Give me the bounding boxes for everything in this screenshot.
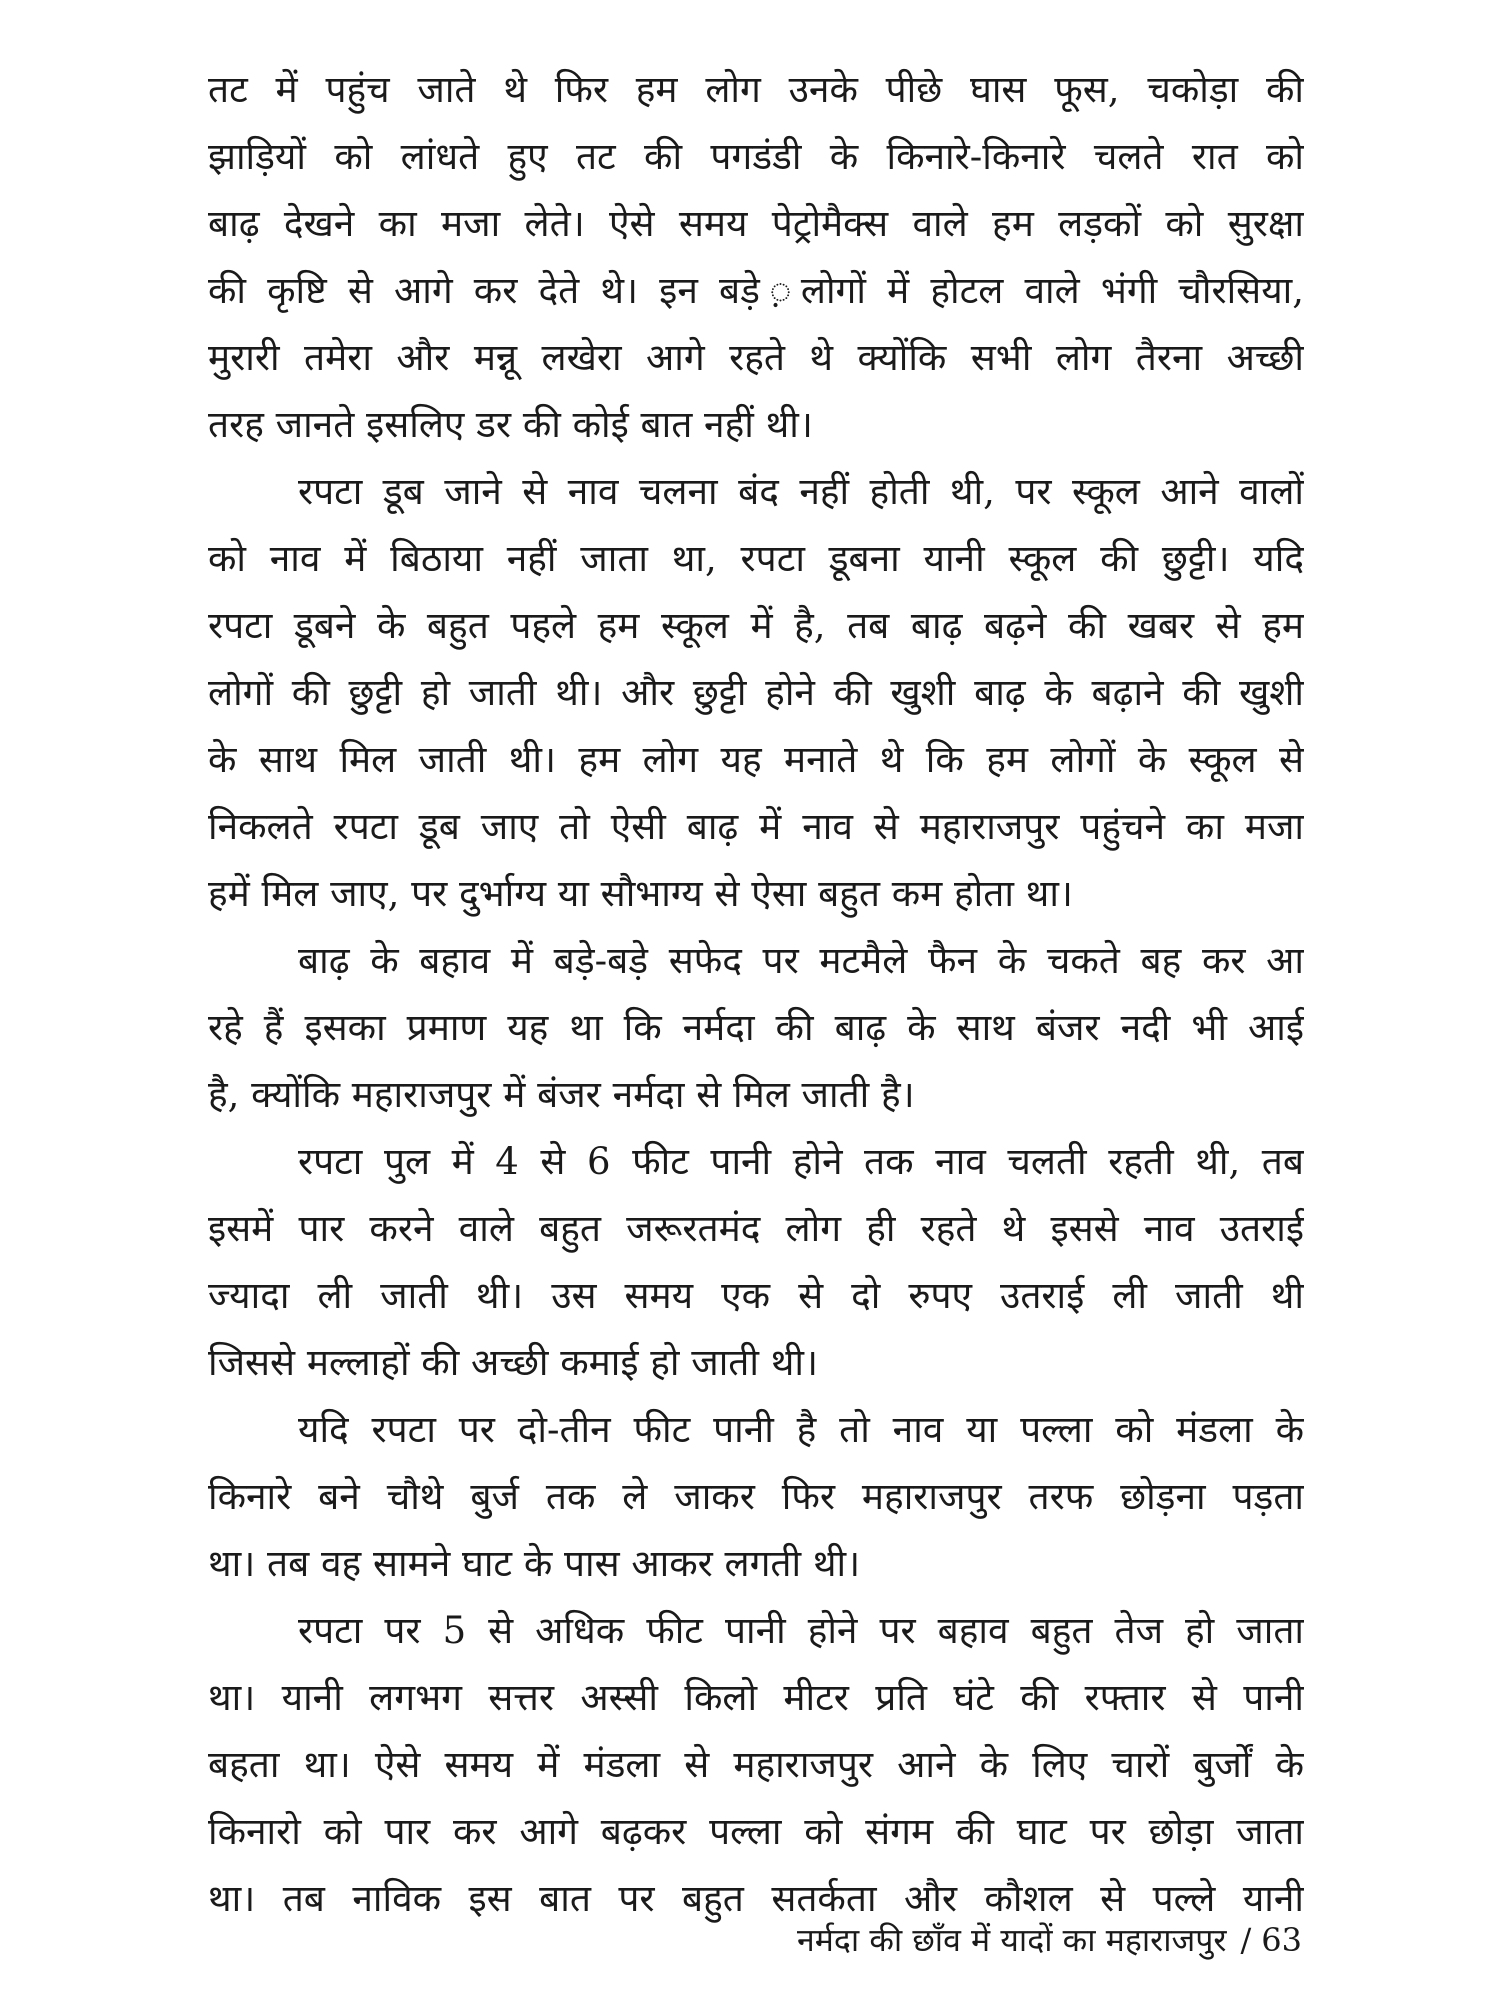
text-line: झाड़ियों को लांधते हुए तट की पगडंडी के किनारे-किनारे चलते रात को	[208, 135, 1304, 178]
text-line: है, क्योंकि महाराजपुर में बंजर नर्मदा से मिल जाती है।	[208, 1073, 915, 1116]
text-line: था। तब वह सामने घाट के पास आकर लगती थी।	[208, 1542, 861, 1585]
paragraph	[208, 1128, 1304, 1396]
text-line: को नाव में बिठाया नहीं जाता था, रपटा डूबना यानी स्कूल की छुट्टी। यदि	[208, 537, 1304, 580]
paragraph	[208, 56, 1304, 458]
footer-separator: /	[1240, 1921, 1252, 1959]
text-line: निकलते रपटा डूब जाए तो ऐसी बाढ़ में नाव से महाराजपुर पहुंचने का मजा	[208, 805, 1304, 848]
text-line: था। तब नाविक इस बात पर बहुत सतर्कता और कौशल से पल्ले यानी	[208, 1877, 1304, 1920]
text-line: लोगों की छुट्टी हो जाती थी। और छुट्टी होने की खुशी बाढ़ के बढ़ाने की खुशी	[208, 671, 1304, 714]
running-footer	[797, 1918, 1302, 1961]
text-line: हमें मिल जाए, पर दुर्भाग्य या सौभाग्य से ऐसा बहुत कम होता था।	[208, 872, 1073, 915]
book-title: नर्मदा की छाँव में यादों का महाराजपुर	[796, 1921, 1227, 1959]
text-line: की कृष्टि से आगे कर देते थे। इन बड़े ़लोगों में होटल वाले भंगी चौरसिया,	[208, 269, 1304, 312]
body-text	[208, 56, 1304, 1932]
text-line: रपटा पर 5 से अधिक फीट पानी होने पर बहाव बहुत तेज हो जाता	[298, 1609, 1304, 1652]
text-line: तरह जानते इसलिए डर की कोई बात नहीं थी।	[208, 403, 813, 446]
text-line: रपटा डूबने के बहुत पहले हम स्कूल में है, तब बाढ़ बढ़ने की खबर से हम	[208, 604, 1304, 647]
text-line: किनारे बने चौथे बुर्ज तक ले जाकर फिर महाराजपुर तरफ छोड़ना पड़ता	[208, 1475, 1304, 1518]
text-line: के साथ मिल जाती थी। हम लोग यह मनाते थे कि हम लोगों के स्कूल से	[208, 738, 1304, 781]
text-line: जिससे मल्लाहों की अच्छी कमाई हो जाती थी।	[208, 1341, 818, 1384]
paragraph	[208, 927, 1304, 1128]
text-line: मुरारी तमेरा और मन्नू लखेरा आगे रहते थे क्योंकि सभी लोग तैरना अच्छी	[208, 336, 1304, 379]
text-line: रपटा पुल में 4 से 6 फीट पानी होने तक नाव चलती रहती थी, तब	[298, 1140, 1304, 1183]
paragraph	[208, 1396, 1304, 1597]
text-line: रहे हैं इसका प्रमाण यह था कि नर्मदा की बाढ़ के साथ बंजर नदी भी आई	[208, 1006, 1304, 1049]
text-line: किनारो को पार कर आगे बढ़कर पल्ला को संगम की घाट पर छोड़ा जाता	[208, 1810, 1304, 1853]
text-line: इसमें पार करने वाले बहुत जरूरतमंद लोग ही रहते थे इससे नाव उतराई	[208, 1207, 1304, 1250]
text-line: रपटा डूब जाने से नाव चलना बंद नहीं होती थी, पर स्कूल आने वालों	[298, 470, 1304, 513]
text-line: था। यानी लगभग सत्तर अस्सी किलो मीटर प्रति घंटे की रफ्तार से पानी	[208, 1676, 1304, 1719]
page-number: 63	[1261, 1921, 1302, 1959]
text-line: बाढ़ के बहाव में बड़े-बड़े सफेद पर मटमैले फैन के चकते बह कर आ	[298, 939, 1304, 982]
text-line: बहता था। ऐसे समय में मंडला से महाराजपुर आने के लिए चारों बुर्जों के	[208, 1743, 1304, 1786]
paragraph	[208, 1597, 1304, 1932]
text-line: बाढ़ देखने का मजा लेते। ऐसे समय पेट्रोमैक्स वाले हम लड़कों को सुरक्षा	[208, 202, 1304, 245]
text-line: तट में पहुंच जाते थे फिर हम लोग उनके पीछे घास फूस, चकोड़ा की	[208, 68, 1304, 111]
text-line: ज्यादा ली जाती थी। उस समय एक से दो रुपए उतराई ली जाती थी	[208, 1274, 1304, 1317]
paragraph	[208, 458, 1304, 927]
text-line: यदि रपटा पर दो-तीन फीट पानी है तो नाव या पल्ला को मंडला के	[298, 1408, 1304, 1451]
